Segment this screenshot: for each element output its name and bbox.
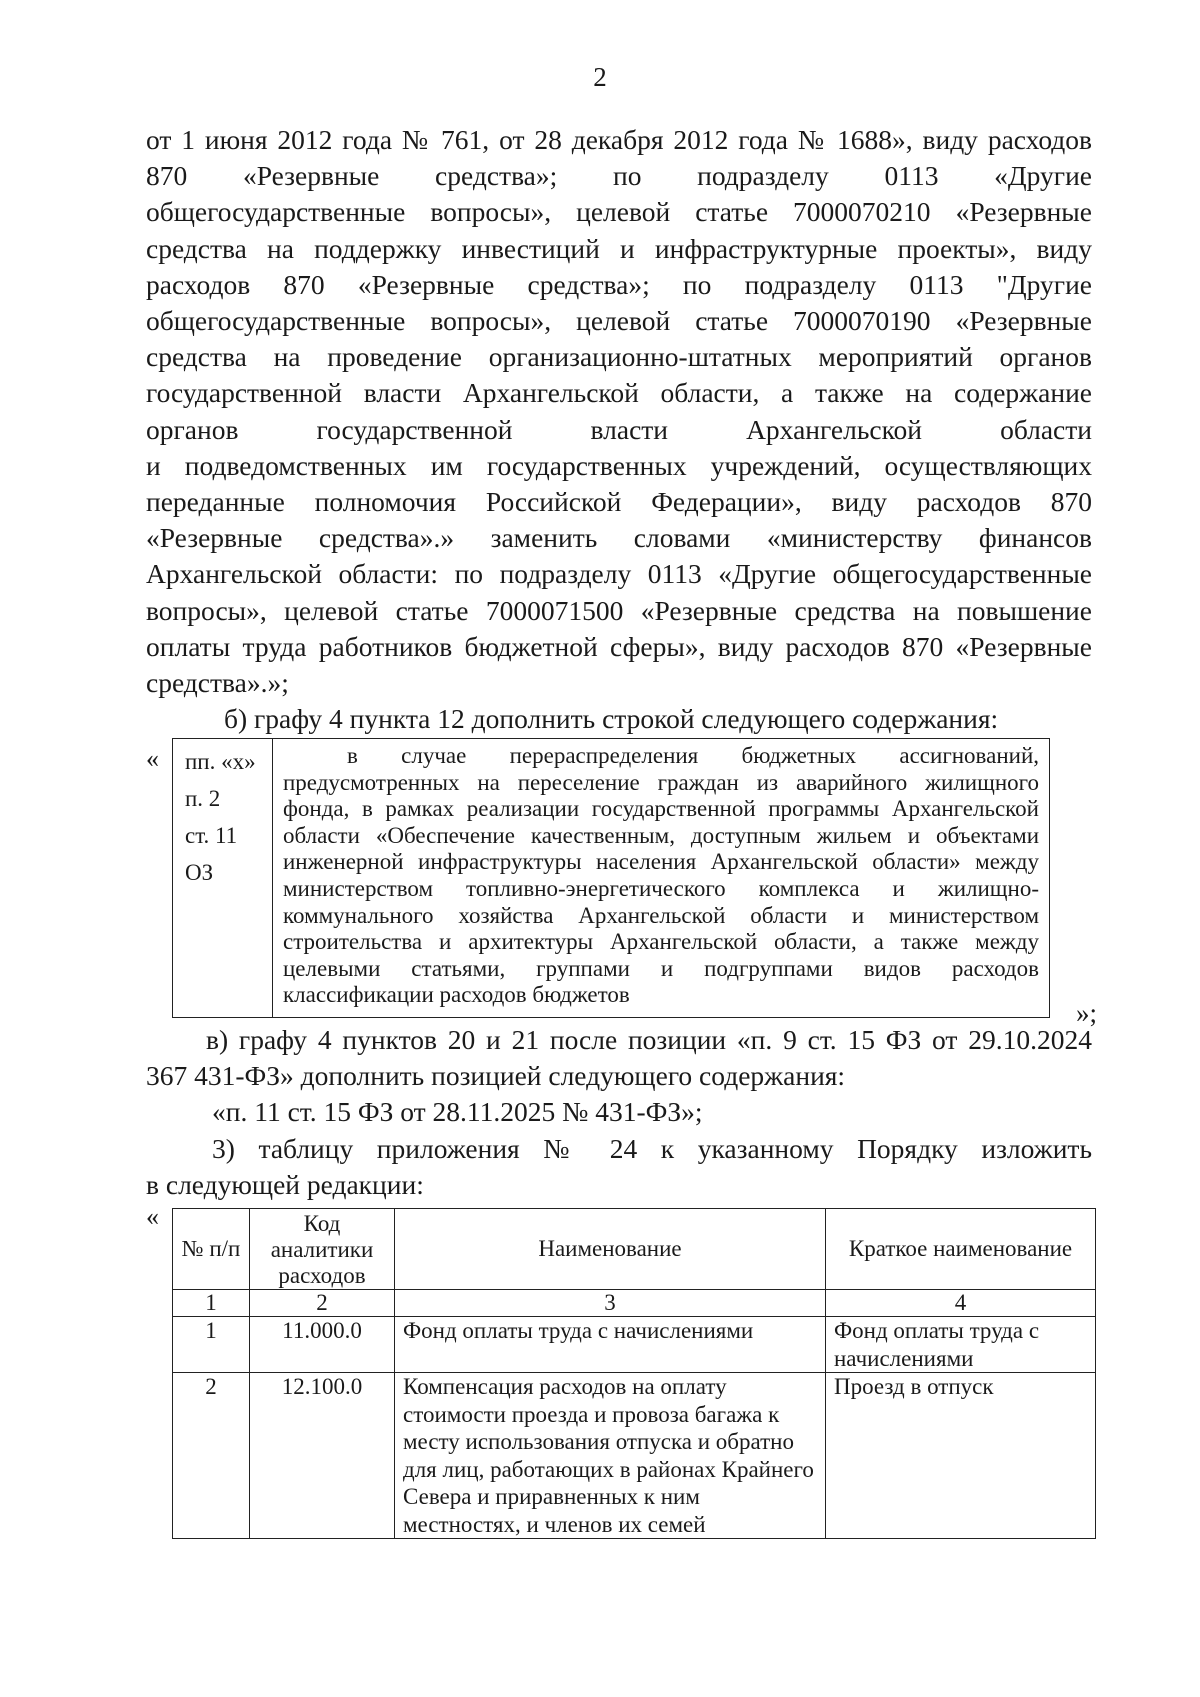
text-line: в случае перераспределения бюджетных ассигнований, xyxy=(347,743,1039,768)
table-row xyxy=(173,1317,1096,1373)
row-short-name: Проезд в отпуск xyxy=(826,1373,1096,1539)
column-number: 2 xyxy=(250,1290,395,1317)
text-line: средства на поддержку инвестиций и инфраструктурные проекты», виду xyxy=(146,232,1092,264)
row-code: 12.100.0 xyxy=(250,1373,395,1539)
row-name: Компенсация расходов на оплату стоимости проезда и провоза багажа к месту использования отпуска и обратно для лиц, работающих в районах Крайнего Севера и приравненных к ним местностях, и членов их семей xyxy=(395,1373,826,1539)
column-number: 4 xyxy=(826,1290,1096,1317)
open-quote-b: « xyxy=(146,744,159,773)
text-line: инженерной инфраструктуры населения Архангельской области» между xyxy=(283,849,1039,875)
page-number: 2 xyxy=(593,62,607,92)
column-number: 3 xyxy=(395,1290,826,1317)
insert-text-cell xyxy=(273,739,1049,1017)
insert-row-box xyxy=(172,738,1050,1018)
row-name: Фонд оплаты труда с начислениями xyxy=(395,1317,826,1373)
reference-line: ст. 11 xyxy=(185,823,238,848)
text-line: Архангельской области: по подразделу 0113 «Другие общегосударственные xyxy=(146,558,1092,590)
text-line: министерством топливно-энергетического комплекса и жилищно- xyxy=(283,875,1039,901)
header-code: Код аналитики расходов xyxy=(250,1209,395,1290)
amendment-paragraph-a xyxy=(146,122,1092,737)
row-number: 2 xyxy=(173,1373,250,1539)
text-line: органов государственной власти Архангельской области xyxy=(146,413,1092,445)
text-line: коммунального хозяйства Архангельской области и министерством xyxy=(283,902,1039,928)
text-line: расходов 870 «Резервные средства»; по подразделу 0113 "Другие xyxy=(146,268,1092,300)
column-number: 1 xyxy=(173,1290,250,1317)
item-v-quote: «п. 11 ст. 15 ФЗ от 28.11.2025 № 431-ФЗ»; xyxy=(212,1096,703,1128)
open-quote-table: « xyxy=(146,1202,159,1231)
text-line: переданные полномочия Российской Федерации», виду расходов 870 xyxy=(146,486,1092,518)
appendix-24-table xyxy=(172,1208,1096,1539)
text-line: предусмотренных на переселение граждан из аварийного жилищного xyxy=(283,769,1039,795)
text-line: области «Обеспечение качественным, доступным жильем и объектами xyxy=(283,822,1039,848)
item-3-line: 3) таблицу приложения № 24 к указанному Порядку изложить xyxy=(212,1132,1092,1164)
header-short-name: Краткое наименование xyxy=(826,1209,1096,1290)
text-line: общегосударственные вопросы», целевой статье 7000070190 «Резервные xyxy=(146,305,1092,337)
text-line: оплаты труда работников бюджетной сферы», виду расходов 870 «Резервные xyxy=(146,630,1092,662)
row-number: 1 xyxy=(173,1317,250,1373)
text-line: «Резервные средства».» заменить словами «министерству финансов xyxy=(146,522,1092,554)
text-line: строительства и архитектуры Архангельской области, а также между xyxy=(283,929,1039,955)
reference-line: ОЗ xyxy=(185,860,214,885)
column-number-row xyxy=(173,1290,1096,1317)
text-line: государственной власти Архангельской области, а также на содержание xyxy=(146,377,1092,409)
legal-reference-cell xyxy=(173,739,273,1017)
text-line: фонда, в рамках реализации государственной программы Архангельской xyxy=(283,796,1039,822)
appendix-table-wrap xyxy=(172,1208,1096,1539)
header-name: Наименование xyxy=(395,1209,826,1290)
text-line: общегосударственные вопросы», целевой статье 7000070210 «Резервные xyxy=(146,196,1092,228)
header-number: № п/п xyxy=(173,1209,250,1290)
table-header-row xyxy=(173,1209,1096,1290)
item-v-line: 367 431-ФЗ» дополнить позицией следующего содержания: xyxy=(146,1060,846,1092)
row-short-name: Фонд оплаты труда с начислениями xyxy=(826,1317,1096,1373)
text-line: 870 «Резервные средства»; по подразделу 0113 «Другие xyxy=(146,160,1092,192)
close-quote-b: »; xyxy=(1076,998,1098,1028)
text-line: средства на проведение организационно-штатных мероприятий органов xyxy=(146,341,1092,373)
text-line: целевыми статьями, группами и подгруппами видов расходов xyxy=(283,955,1039,981)
text-line: вопросы», целевой статье 7000071500 «Резервные средства на повышение xyxy=(146,594,1092,626)
table-row xyxy=(173,1373,1096,1539)
reference-line: пп. «х» xyxy=(185,749,256,774)
text-line: и подведомственных им государственных учреждений, осуществляющих xyxy=(146,449,1092,481)
reference-line: п. 2 xyxy=(185,786,221,811)
item-b-heading: б) графу 4 пункта 12 дополнить строкой следующего содержания: xyxy=(224,703,999,735)
amendment-items-v-3 xyxy=(146,1022,1092,1203)
text-line: от 1 июня 2012 года № 761, от 28 декабря 2012 года № 1688», виду расходов xyxy=(146,124,1092,155)
row-code: 11.000.0 xyxy=(250,1317,395,1373)
item-v-line: в) графу 4 пунктов 20 и 21 после позиции «п. 9 ст. 15 ФЗ от 29.10.2024 xyxy=(206,1024,1092,1055)
text-line: классификации расходов бюджетов xyxy=(283,982,630,1008)
text-line: средства».»; xyxy=(146,667,289,699)
item-3-line: в следующей редакции: xyxy=(146,1168,424,1200)
